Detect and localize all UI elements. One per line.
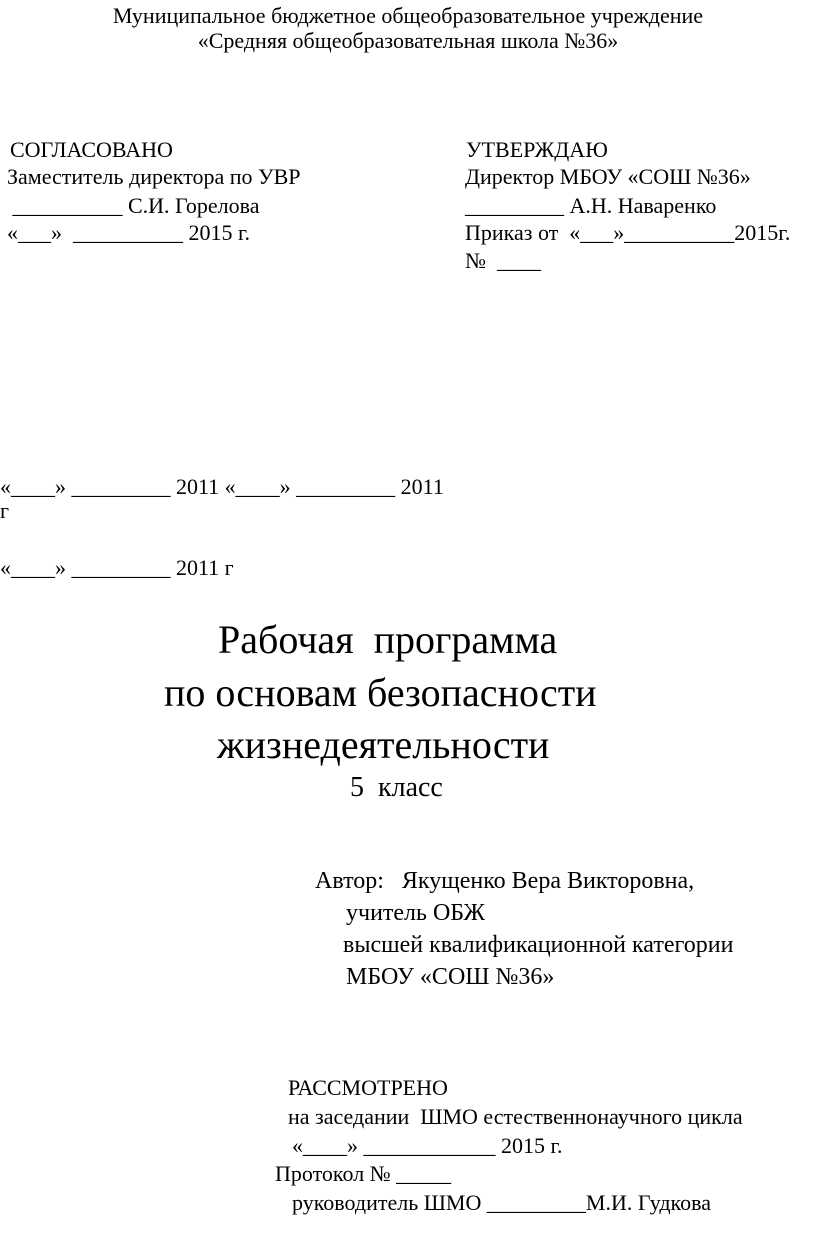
approved-title: УТВЕРЖДАЮ xyxy=(466,137,608,162)
agreed-position: Заместитель директора по УВР xyxy=(7,164,301,189)
author-line-4: МБОУ «СОШ №36» xyxy=(346,964,555,990)
header-line-1: Муниципальное бюджетное общеобразовательное учреждение xyxy=(112,3,704,28)
agreed-signature: __________ С.И. Горелова xyxy=(7,193,260,218)
approved-signature: _________ А.Н. Наваренко xyxy=(465,193,717,218)
reviewed-line-3: Протокол № _____ xyxy=(275,1161,452,1186)
approved-number: № ____ xyxy=(465,248,541,273)
reviewed-line-2: «____» ____________ 2015 г. xyxy=(292,1133,563,1158)
title-line-1: Рабочая программа xyxy=(218,617,558,662)
title-line-2: по основам безопасности xyxy=(164,670,597,715)
agreed-date: «___» __________ 2015 г. xyxy=(7,220,251,245)
reviewed-title: РАССМОТРЕНО xyxy=(288,1075,448,1100)
author-line-1: Автор: Якущенко Вера Викторовна, xyxy=(315,868,695,894)
author-line-3: высшей квалификационной категории xyxy=(343,932,734,958)
header-line-2: «Средняя общеобразовательная школа №36» xyxy=(197,28,619,53)
date-row-2: «____» _________ 2011 г xyxy=(0,555,234,580)
reviewed-line-1: на заседании ШМО естественнонаучного цикла xyxy=(288,1104,743,1129)
reviewed-line-4: руководитель ШМО _________М.И. Гудкова xyxy=(292,1190,711,1215)
author-line-2: учитель ОБЖ xyxy=(346,900,485,926)
grade-label: 5 класс xyxy=(350,772,443,803)
agreed-title: СОГЛАСОВАНО xyxy=(10,137,173,162)
approved-position: Директор МБОУ «СОШ №36» xyxy=(465,164,751,189)
date-row-1: «____» _________ 2011 «____» _________ 2011 xyxy=(0,474,444,499)
title-line-3: жизнедеятельности xyxy=(217,722,550,767)
date-row-1-wrap: г xyxy=(0,498,10,523)
approved-order: Приказ от «___»__________2015г. xyxy=(465,220,791,245)
